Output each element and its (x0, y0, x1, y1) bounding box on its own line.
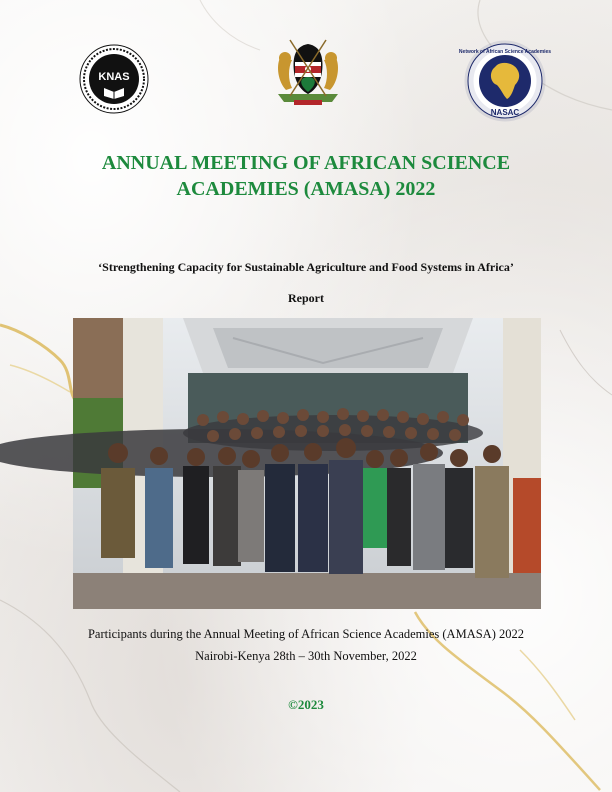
kenya-coat-of-arms (270, 36, 346, 108)
nasac-logo-text: NASAC (490, 108, 520, 117)
report-label: Report (288, 291, 324, 305)
title-line-2: ACADEMIES (AMASA) 2022 (176, 178, 436, 200)
copyright-notice: ©2023 (288, 697, 324, 712)
group-photo (73, 318, 541, 609)
event-location-date: Nairobi-Kenya 28th – 30th November, 2022 (195, 649, 417, 663)
knas-logo (79, 44, 149, 114)
document-subtitle: ‘Strengthening Capacity for Sustainable Agriculture and Food Systems in Africa’ (98, 260, 514, 274)
title-line-1: ANNUAL MEETING OF AFRICAN SCIENCE (101, 152, 511, 174)
knas-logo-text: KNAS (98, 71, 130, 83)
nasac-logo (458, 43, 552, 119)
photo-caption: Participants during the Annual Meeting of African Science Academies (AMASA) 2022 (87, 627, 524, 641)
nasac-logo-ring-text: Network of African Science Academies (458, 49, 552, 55)
document-title (60, 150, 552, 202)
